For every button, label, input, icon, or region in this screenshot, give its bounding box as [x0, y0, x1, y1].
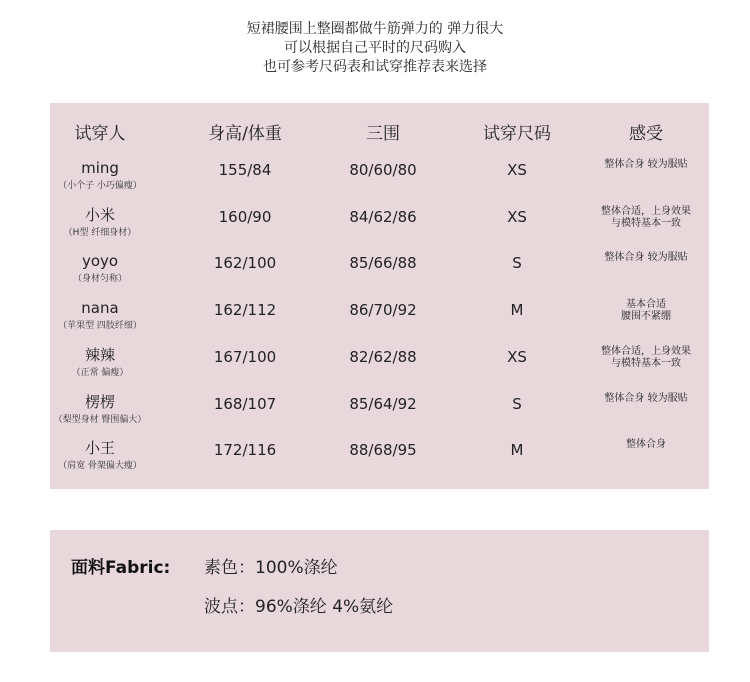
- header-height-weight: 身高/体重: [208, 124, 282, 144]
- measurements: 85/64/92: [349, 394, 417, 413]
- intro-text: [0, 20, 750, 77]
- header-size: 试穿尺码: [483, 124, 551, 144]
- tester-note: （苹果型 四肢纤细）: [58, 321, 142, 332]
- feel-line-2: 与模特基本一致: [611, 357, 681, 369]
- header-tester: 试穿人: [74, 124, 126, 144]
- tester-name: 楞楞: [84, 392, 116, 411]
- height-weight: 168/107: [213, 394, 277, 413]
- height-weight: 167/100: [213, 347, 277, 366]
- height-weight: 155/84: [218, 161, 272, 179]
- fit-size: XS: [507, 161, 527, 179]
- intro-line-1: 短裙腰围上整圈都做牛筋弹力的 弹力很大: [246, 21, 504, 37]
- feel-line-1: 基本合适: [626, 299, 666, 311]
- feel-line-2: 腰围不紧绷: [621, 311, 671, 323]
- fit-size: XS: [507, 347, 527, 366]
- tester-note: （肩宽 骨架偏大瘦）: [58, 461, 142, 472]
- height-weight: 172/116: [213, 441, 277, 460]
- header-feel: 感受: [629, 124, 663, 144]
- feel-line-1: 整体合身 较为服贴: [604, 159, 688, 170]
- tester-name: 小王: [84, 439, 116, 458]
- fit-size: S: [512, 394, 522, 413]
- tester-note: （正常 偏瘦）: [71, 367, 129, 378]
- feel-line-1: 整体合身 较为服贴: [604, 392, 688, 404]
- fit-size: XS: [507, 207, 527, 226]
- fitting-table: [50, 103, 709, 489]
- feel-line-1: 整体合身 较为服贴: [604, 252, 688, 264]
- fit-size: M: [510, 301, 524, 320]
- measurements: 80/60/80: [349, 161, 417, 179]
- feel-line-2: 与模特基本一致: [611, 217, 681, 229]
- fabric-solid: 素色：100%涤纶: [204, 558, 338, 578]
- feel-line-1: 整体合身: [626, 439, 666, 451]
- measurements: 82/62/88: [349, 347, 417, 366]
- height-weight: 162/100: [213, 254, 277, 273]
- tester-note: （小个子 小巧偏瘦）: [58, 181, 142, 191]
- measurements: 84/62/86: [349, 207, 417, 226]
- fabric-panel: [50, 530, 709, 652]
- intro-line-3: 也可参考尺码表和试穿推荐表来选择: [263, 59, 487, 75]
- feel-line-1: 整体合适，上身效果: [601, 205, 691, 217]
- tester-name: 小米: [84, 205, 116, 224]
- height-weight: 162/112: [213, 301, 277, 320]
- measurements: 86/70/92: [349, 301, 417, 320]
- tester-note: （身材匀称）: [72, 274, 128, 285]
- measurements: 85/66/88: [349, 254, 417, 273]
- header-measurements: 三围: [366, 124, 400, 144]
- fit-size: M: [510, 441, 524, 460]
- tester-note: （H型 纤细身材）: [63, 227, 137, 238]
- tester-note: （梨型身材 臀围偏大）: [53, 414, 147, 425]
- fabric-polka-dot: 波点：96%涤纶 4%氨纶: [204, 597, 394, 617]
- tester-name: ming: [81, 159, 119, 177]
- fabric-label: 面料Fabric:: [71, 558, 171, 578]
- measurements: 88/68/95: [349, 441, 417, 460]
- feel-line-1: 整体合适，上身效果: [601, 345, 691, 357]
- fit-size: S: [512, 254, 522, 273]
- tester-name: yoyo: [81, 252, 119, 271]
- intro-line-2: 可以根据自己平时的尺码购入: [284, 40, 466, 56]
- height-weight: 160/90: [218, 207, 272, 226]
- tester-name: 辣辣: [84, 345, 116, 364]
- tester-name: nana: [81, 299, 119, 318]
